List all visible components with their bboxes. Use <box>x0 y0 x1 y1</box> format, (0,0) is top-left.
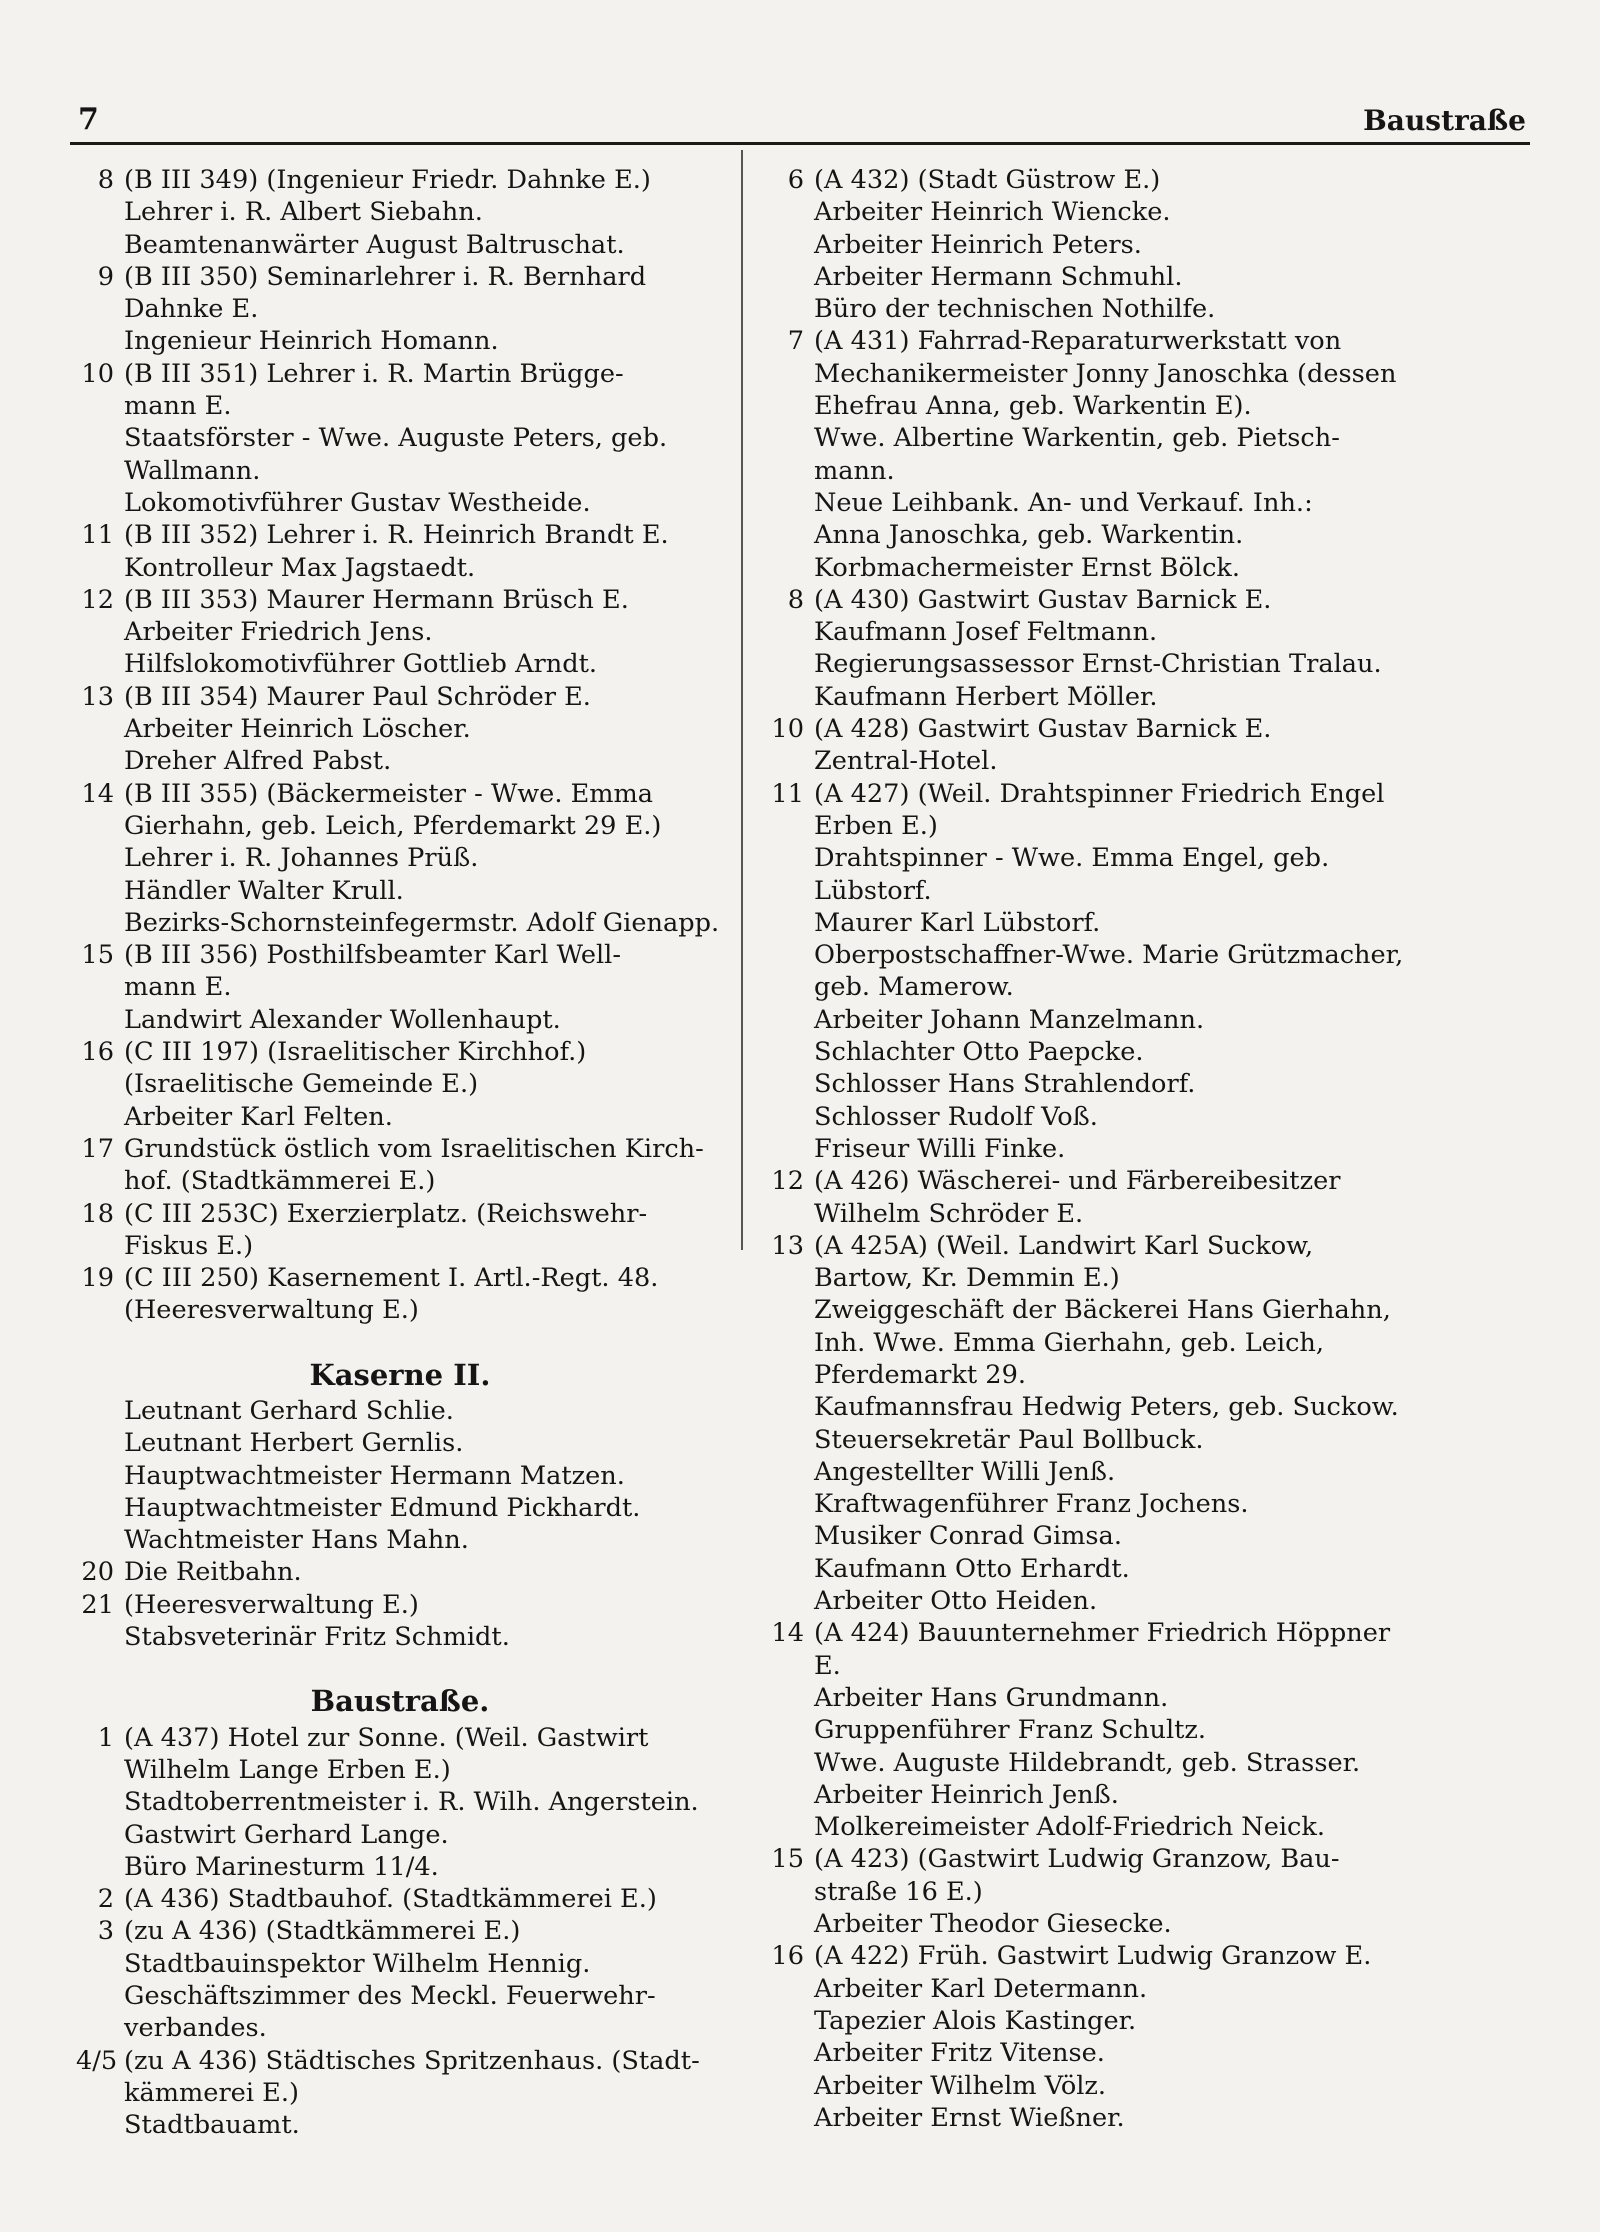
entry-line: mann E. <box>124 391 232 422</box>
entry-body <box>124 1198 724 1263</box>
entry-body <box>814 164 1526 325</box>
entry-line: Stadtoberrentmeister i. R. Wilh. Angerstein. <box>124 1787 699 1818</box>
entry-line: Dreher Alfred Pabst. <box>124 746 392 777</box>
entry-body <box>124 1915 724 2044</box>
entry-body <box>124 584 724 681</box>
entry-body <box>124 1722 724 1883</box>
house-number: 3 <box>97 1916 114 1947</box>
entry-line: Geschäftszimmer des Meckl. Feuerwehr- <box>124 1981 656 2012</box>
house-entry <box>766 164 1526 325</box>
entry-line: Kaufmann Herbert Möller. <box>814 681 1158 712</box>
entry-line: (B III 356) Posthilfsbeamter Karl Well- <box>124 940 622 971</box>
entry-line: Drahtspinner - Wwe. Emma Engel, geb. <box>814 843 1330 874</box>
entry-line: (B III 354) Maurer Paul Schröder E. <box>124 681 591 712</box>
entry-line: Gruppenführer Franz Schultz. <box>814 1715 1207 1746</box>
entry-line: Grundstück östlich vom Israelitischen Kirch- <box>124 1133 704 1164</box>
running-head: Baustraße <box>1363 104 1526 137</box>
house-entry <box>766 325 1526 583</box>
house-entry <box>76 584 724 681</box>
entry-line: (A 431) Fahrrad-Reparaturwerkstatt von <box>814 326 1342 357</box>
entry-line: Beamtenanwärter August Baltruschat. <box>124 229 625 260</box>
entry-line: mann. <box>814 455 895 486</box>
entry-body <box>124 2045 724 2142</box>
entry-line: Lehrer i. R. Albert Siebahn. <box>124 197 483 228</box>
entry-line: Korbmachermeister Ernst Bölck. <box>814 552 1241 583</box>
entry-line: Stadtbauinspektor Wilhelm Hennig. <box>124 1948 591 1979</box>
entry-line: straße 16 E.) <box>814 1876 983 1907</box>
entry-line: (A 422) Früh. Gastwirt Ludwig Granzow E. <box>814 1941 1372 1972</box>
entry-body <box>814 1617 1526 1843</box>
page-header <box>70 98 1530 145</box>
entry-body <box>814 584 1526 713</box>
entry-body <box>814 713 1526 778</box>
entry-line: Arbeiter Friedrich Jens. <box>124 617 433 648</box>
entry-line: Kaufmann Otto Erhardt. <box>814 1553 1130 1584</box>
entry-line: Arbeiter Karl Determann. <box>814 1973 1148 2004</box>
house-entry <box>766 778 1526 1166</box>
entry-line: Hilfslokomotivführer Gottlieb Arndt. <box>124 649 598 680</box>
house-entry <box>76 1133 724 1198</box>
entry-line: Molkereimeister Adolf-Friedrich Neick. <box>814 1812 1326 1843</box>
entry-line: (B III 351) Lehrer i. R. Martin Brügge- <box>124 358 624 389</box>
entry-line: (A 424) Bauunternehmer Friedrich Höppner <box>814 1618 1391 1649</box>
entry-line: Wallmann. <box>124 455 261 486</box>
entry-line: Arbeiter Heinrich Wiencke. <box>814 197 1171 228</box>
house-entry <box>76 1589 724 1654</box>
entry-line: Arbeiter Heinrich Jenß. <box>814 1779 1119 1810</box>
entry-line: Fiskus E.) <box>124 1230 254 1261</box>
house-entry <box>76 1395 724 1556</box>
entry-line: (Heeresverwaltung E.) <box>124 1589 419 1620</box>
entry-body <box>124 1133 724 1198</box>
entry-line: (A 423) (Gastwirt Ludwig Granzow, Bau- <box>814 1844 1340 1875</box>
house-entry <box>766 584 1526 713</box>
entry-line: Mechanikermeister Jonny Janoschka (dessen <box>814 358 1397 389</box>
entry-line: Friseur Willi Finke. <box>814 1133 1066 1164</box>
left-column <box>76 164 724 2142</box>
entry-line: Staatsförster - Wwe. Auguste Peters, geb. <box>124 423 668 454</box>
entry-line: Tapezier Alois Kastinger. <box>814 2005 1137 2036</box>
entry-line: Schlosser Hans Strahlendorf. <box>814 1069 1196 1100</box>
entry-line: Dahnke E. <box>124 294 259 325</box>
entry-line: (C III 197) (Israelitischer Kirchhof.) <box>124 1037 587 1068</box>
entry-line: Schlachter Otto Paepcke. <box>814 1037 1144 1068</box>
entry-line: hof. (Stadtkämmerei E.) <box>124 1166 436 1197</box>
entry-line: Steuersekretär Paul Bollbuck. <box>814 1424 1204 1455</box>
entry-line: Arbeiter Heinrich Löscher. <box>124 714 471 745</box>
house-entry <box>76 1036 724 1133</box>
entry-line: (A 437) Hotel zur Sonne. (Weil. Gastwirt <box>124 1722 649 1753</box>
right-column <box>766 164 1526 2134</box>
house-entry <box>76 778 724 939</box>
entry-line: (A 436) Stadtbauhof. (Stadtkämmerei E.) <box>124 1884 657 1915</box>
entry-line: kämmerei E.) <box>124 2077 299 2108</box>
entry-line: Arbeiter Hermann Schmuhl. <box>814 261 1183 292</box>
entry-line: Wachtmeister Hans Mahn. <box>124 1525 469 1556</box>
entry-line: Lübstorf. <box>814 875 932 906</box>
page-number: 7 <box>78 102 99 137</box>
house-number: 8 <box>787 584 804 615</box>
entry-body <box>814 1940 1526 2134</box>
entry-line: Wilhelm Lange Erben E.) <box>124 1754 451 1785</box>
entry-line: Händler Walter Krull. <box>124 875 404 906</box>
entry-line: (B III 350) Seminarlehrer i. R. Bernhard <box>124 261 647 292</box>
section-heading: Kaserne II. <box>309 1357 491 1392</box>
house-number: 13 <box>771 1230 804 1261</box>
entry-line: Leutnant Gerhard Schlie. <box>124 1395 454 1426</box>
entry-line: Hauptwachtmeister Edmund Pickhardt. <box>124 1492 641 1523</box>
entry-line: Büro Marinesturm 11/4. <box>124 1851 439 1882</box>
entry-line: Regierungsassessor Ernst-Christian Tralau. <box>814 649 1382 680</box>
entry-body <box>124 1589 724 1654</box>
house-entry <box>76 681 724 778</box>
entry-line: Landwirt Alexander Wollenhaupt. <box>124 1004 561 1035</box>
entry-line: Kraftwagenführer Franz Jochens. <box>814 1489 1249 1520</box>
section-heading: Baustraße. <box>310 1684 490 1719</box>
entry-line: Wilhelm Schröder E. <box>814 1198 1084 1229</box>
house-number: 19 <box>81 1263 114 1294</box>
entry-line: (A 428) Gastwirt Gustav Barnick E. <box>814 714 1272 745</box>
entry-line: geb. Mamerow. <box>814 972 1014 1003</box>
entry-line: (A 426) Wäscherei- und Färbereibesitzer <box>814 1166 1341 1197</box>
entry-line: Arbeiter Otto Heiden. <box>814 1586 1098 1617</box>
entry-line: (B III 353) Maurer Hermann Brüsch E. <box>124 584 629 615</box>
entry-line: Arbeiter Karl Felten. <box>124 1101 393 1132</box>
house-number: 12 <box>771 1166 804 1197</box>
entry-body <box>124 939 724 1036</box>
entry-body <box>124 358 724 519</box>
entry-line: (Israelitische Gemeinde E.) <box>124 1069 479 1100</box>
entry-line: Ehefrau Anna, geb. Warkentin E). <box>814 391 1252 422</box>
entry-line: Bartow, Kr. Demmin E.) <box>814 1263 1120 1294</box>
entry-line: Zentral-Hotel. <box>814 746 998 777</box>
house-entry <box>76 261 724 358</box>
entry-line: Maurer Karl Lübstorf. <box>814 907 1101 938</box>
entry-body <box>124 1036 724 1133</box>
entry-body <box>814 1165 1526 1230</box>
house-number: 20 <box>81 1557 114 1588</box>
house-entry <box>766 1230 1526 1618</box>
house-number: 12 <box>81 584 114 615</box>
house-number: 2 <box>97 1884 114 1915</box>
house-number: 6 <box>787 165 804 195</box>
entry-line: (B III 349) (Ingenieur Friedr. Dahnke E.) <box>124 165 651 195</box>
entry-body <box>124 1883 724 1915</box>
entry-line: mann E. <box>124 972 232 1003</box>
entry-line: Musiker Conrad Gimsa. <box>814 1521 1122 1552</box>
house-number: 11 <box>81 520 114 551</box>
house-number: 8 <box>97 165 114 195</box>
entry-line: (zu A 436) (Stadtkämmerei E.) <box>124 1916 521 1947</box>
house-number: 18 <box>81 1198 114 1229</box>
entry-line: verbandes. <box>124 2013 267 2044</box>
entry-line: Ingenieur Heinrich Homann. <box>124 326 499 357</box>
entry-line: Wwe. Albertine Warkentin, geb. Pietsch- <box>814 423 1340 454</box>
entry-line: Gierhahn, geb. Leich, Pferdemarkt 29 E.) <box>124 810 662 841</box>
entry-line: Arbeiter Fritz Vitense. <box>814 2038 1105 2069</box>
house-number: 21 <box>81 1589 114 1620</box>
entry-line: Hauptwachtmeister Hermann Matzen. <box>124 1460 625 1491</box>
entry-line: Angestellter Willi Jenß. <box>814 1456 1116 1487</box>
column-divider <box>741 150 743 1250</box>
entry-body <box>124 1395 724 1556</box>
house-entry <box>76 2045 724 2142</box>
house-number: 16 <box>81 1037 114 1068</box>
entry-line: Bezirks-Schornsteinfegermstr. Adolf Gienapp. <box>124 907 720 938</box>
entry-line: Erben E.) <box>814 810 938 841</box>
house-entry <box>76 1198 724 1263</box>
entry-body <box>814 1230 1526 1618</box>
house-number: 7 <box>787 326 804 357</box>
house-number: 9 <box>97 261 114 292</box>
house-entry <box>76 1915 724 2044</box>
entry-line: Arbeiter Wilhelm Völz. <box>814 2070 1107 2101</box>
entry-line: (C III 253C) Exerzierplatz. (Reichswehr- <box>124 1198 648 1229</box>
house-number: 14 <box>771 1618 804 1649</box>
entry-line: Lokomotivführer Gustav Westheide. <box>124 487 591 518</box>
house-number: 4/5 <box>76 2045 118 2076</box>
entry-line: Leutnant Herbert Gernlis. <box>124 1428 464 1459</box>
house-number: 16 <box>771 1941 804 1972</box>
house-number: 10 <box>81 358 114 389</box>
entry-body <box>814 325 1526 583</box>
entry-line: Anna Janoschka, geb. Warkentin. <box>814 520 1244 551</box>
entry-line: Schlosser Rudolf Voß. <box>814 1101 1098 1132</box>
house-entry <box>76 519 724 584</box>
house-number: 14 <box>81 778 114 809</box>
entry-line: (C III 250) Kasernement I. Artl.-Regt. 48. <box>124 1263 659 1294</box>
entry-line: Stadtbauamt. <box>124 2110 300 2141</box>
entry-line: Kaufmannsfrau Hedwig Peters, geb. Suckow. <box>814 1392 1399 1423</box>
house-number: 1 <box>97 1722 114 1753</box>
entry-line: (A 427) (Weil. Drahtspinner Friedrich Engel <box>814 778 1385 809</box>
house-entry <box>766 1940 1526 2134</box>
house-number: 15 <box>81 940 114 971</box>
entry-body <box>124 519 724 584</box>
house-entry <box>76 1722 724 1883</box>
entry-line: (zu A 436) Städtisches Spritzenhaus. (Stadt- <box>124 2045 700 2076</box>
entry-body <box>124 1556 724 1588</box>
house-number: 15 <box>771 1844 804 1875</box>
entry-line: Kontrolleur Max Jagstaedt. <box>124 552 476 583</box>
entry-body <box>124 164 724 261</box>
entry-line: Arbeiter Heinrich Peters. <box>814 229 1142 260</box>
entry-line: Arbeiter Johann Manzelmann. <box>814 1004 1205 1035</box>
entry-body <box>814 1843 1526 1940</box>
entry-line: E. <box>814 1650 841 1681</box>
entry-line: Wwe. Auguste Hildebrandt, geb. Strasser. <box>814 1747 1361 1778</box>
house-entry <box>76 939 724 1036</box>
entry-line: Lehrer i. R. Johannes Prüß. <box>124 843 479 874</box>
entry-line: (B III 355) (Bäckermeister - Wwe. Emma <box>124 778 654 809</box>
house-entry <box>76 1556 724 1588</box>
entry-line: Inh. Wwe. Emma Gierhahn, geb. Leich, <box>814 1327 1325 1358</box>
house-number: 13 <box>81 681 114 712</box>
house-entry <box>76 164 724 261</box>
entry-line: Arbeiter Theodor Giesecke. <box>814 1909 1172 1940</box>
house-number: 17 <box>81 1133 114 1164</box>
house-entry <box>76 1883 724 1915</box>
entry-line: Neue Leihbank. An- und Verkauf. Inh.: <box>814 487 1313 518</box>
entry-line: Arbeiter Hans Grundmann. <box>814 1682 1169 1713</box>
entry-line: (A 430) Gastwirt Gustav Barnick E. <box>814 584 1272 615</box>
house-entry <box>76 1262 724 1327</box>
entry-body <box>124 681 724 778</box>
house-entry <box>766 1165 1526 1230</box>
entry-line: Büro der technischen Nothilfe. <box>814 294 1216 325</box>
entry-line: Kaufmann Josef Feltmann. <box>814 617 1158 648</box>
entry-body <box>124 778 724 939</box>
house-number: 11 <box>771 778 804 809</box>
house-entry <box>766 1843 1526 1940</box>
entry-line: Gastwirt Gerhard Lange. <box>124 1819 449 1850</box>
entry-line: (A 432) (Stadt Güstrow E.) <box>814 165 1161 195</box>
entry-line: Oberpostschaffner-Wwe. Marie Grützmacher, <box>814 940 1404 971</box>
entry-line: Stabsveterinär Fritz Schmidt. <box>124 1622 510 1653</box>
house-entry <box>766 713 1526 778</box>
entry-body <box>124 1262 724 1327</box>
entry-line: Zweiggeschäft der Bäckerei Hans Gierhahn, <box>814 1295 1391 1326</box>
entry-line: Die Reitbahn. <box>124 1557 302 1588</box>
entry-line: Arbeiter Ernst Wießner. <box>814 2102 1125 2133</box>
entry-body <box>814 778 1526 1166</box>
entry-line: (Heeresverwaltung E.) <box>124 1295 419 1326</box>
entry-line: (B III 352) Lehrer i. R. Heinrich Brandt E. <box>124 520 669 551</box>
house-entry <box>76 358 724 519</box>
entry-body <box>124 261 724 358</box>
house-entry <box>766 1617 1526 1843</box>
entry-line: Pferdemarkt 29. <box>814 1359 1026 1390</box>
entry-line: (A 425A) (Weil. Landwirt Karl Suckow, <box>814 1230 1314 1261</box>
house-number: 10 <box>771 714 804 745</box>
